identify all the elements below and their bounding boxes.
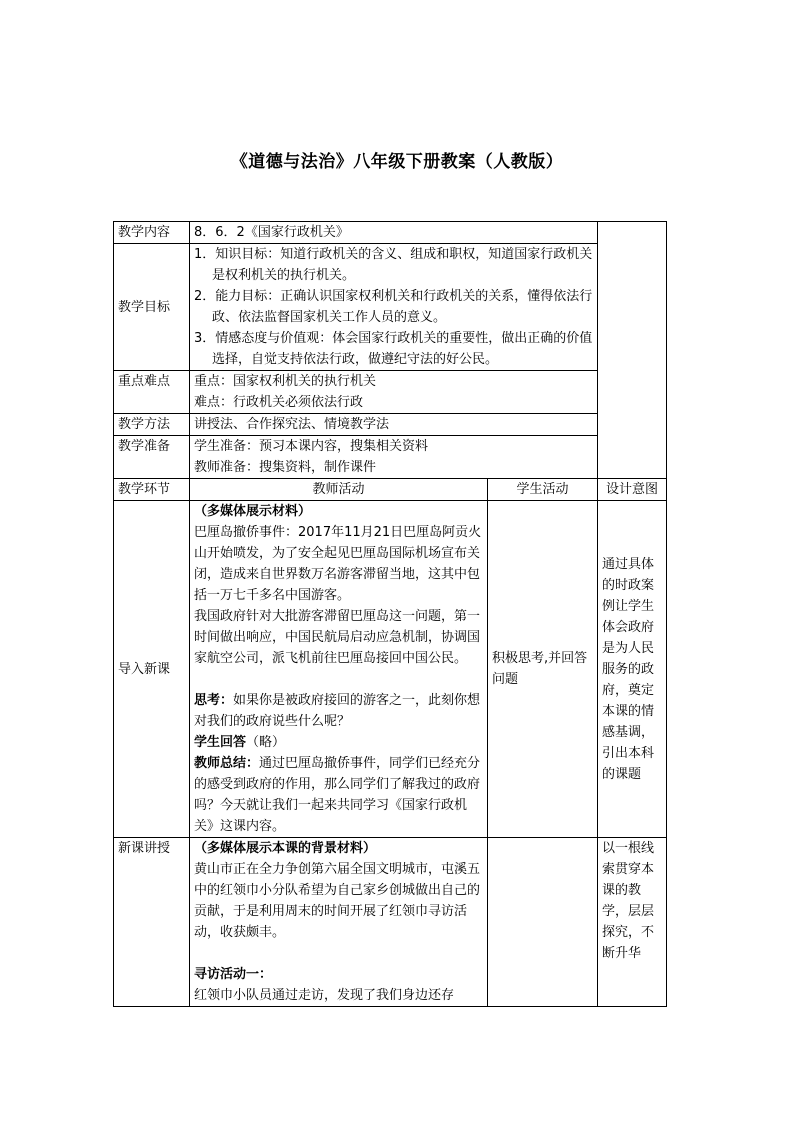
row-intro	[114, 501, 667, 838]
value-content: 8．6．2《国家行政机关》	[190, 222, 598, 244]
new-lesson-material-title: （多媒体展示本课的背景材料）	[194, 841, 377, 856]
teacher-prep-line: 教师准备：搜集资料，制作课件	[194, 460, 377, 475]
new-lesson-teacher-activity	[190, 838, 488, 1007]
new-lesson-stage: 新课讲授	[114, 838, 190, 1007]
value-goals	[190, 244, 598, 371]
intro-stage: 导入新课	[114, 501, 190, 838]
label-methods: 教学方法	[114, 414, 190, 436]
summary-text: 通过巴厘岛撤侨事件，同学们已经充分的感受到政府的作用，那么同学们了解我过的政府吗？今天就让我们一起来共同学习《国家行政机关》这课内容。	[194, 756, 481, 834]
spacer	[194, 943, 483, 964]
new-lesson-student-activity	[488, 838, 598, 1007]
intro-teacher-activity	[190, 501, 488, 838]
value-key-points	[190, 371, 598, 414]
header-stage: 教学环节	[114, 479, 190, 501]
empty-side-cell	[598, 222, 667, 479]
label-content: 教学内容	[114, 222, 190, 244]
answer-label: 学生回答	[194, 735, 247, 750]
row-content	[114, 222, 667, 244]
answer-text: （略）	[246, 735, 286, 750]
student-prep-line: 学生准备：预习本课内容，搜集相关资料	[194, 439, 429, 454]
intro-paragraph: 巴厘岛撤侨事件：2017年11月21日巴厘岛阿贡火山开始喷发，为了安全起见巴厘岛国际机场宣布关闭，造成来自世界数万名游客滞留当地，这其中包括一万七千多名中国游客。	[194, 525, 482, 603]
intro-paragraph: 我国政府针对大批游客滞留巴厘岛这一问题，第一时间做出响应，中国民航局启动应急机制，协调国家航空公司，派飞机前往巴厘岛接回中国公民。	[194, 609, 481, 666]
difficult-point-line: 难点：行政机关必须依法行政	[194, 395, 364, 410]
spacer	[194, 669, 483, 690]
row-prep	[114, 436, 667, 479]
intro-answer	[194, 732, 483, 753]
header-design: 设计意图	[598, 479, 667, 501]
header-row	[114, 479, 667, 501]
new-lesson-design-intent: 以一根线索贯穿本课的教学，层层探究，不断升华	[598, 838, 667, 1007]
summary-label: 教师总结：	[194, 756, 260, 771]
row-new-lesson	[114, 838, 667, 1007]
intro-design-intent: 通过具体的时政案例让学生体会政府是为人民服务的政府，奠定本课的情感基调，引出本科的课题	[598, 501, 667, 838]
intro-summary	[194, 753, 483, 837]
think-label: 思考：	[194, 693, 234, 708]
new-lesson-paragraph: 红领巾小队员通过走访，发现了我们身边还存	[194, 988, 455, 1003]
visit-activity-title: 寻访活动一：	[194, 967, 273, 982]
page-title: 《道德与法治》八年级下册教案（人教版）	[230, 152, 564, 172]
lesson-plan-table	[113, 221, 667, 1007]
value-prep	[190, 436, 598, 479]
label-goals: 教学目标	[114, 244, 190, 371]
intro-think	[194, 690, 483, 732]
intro-student-activity: 积极思考,并回答问题	[488, 501, 598, 838]
value-methods: 讲授法、合作探究法、情境教学法	[190, 414, 598, 436]
header-teacher: 教师活动	[190, 479, 488, 501]
row-goals	[114, 244, 667, 371]
row-key-points	[114, 371, 667, 414]
intro-material-title: （多媒体展示材料）	[194, 504, 312, 519]
label-prep: 教学准备	[114, 436, 190, 479]
key-point-line: 重点：国家权利机关的执行机关	[194, 374, 377, 389]
think-text: 如果你是被政府接回的游客之一，此刻你想对我们的政府说些什么呢？	[194, 693, 481, 729]
label-key-points: 重点难点	[114, 371, 190, 414]
new-lesson-paragraph: 黄山市正在全力争创第六届全国文明城市，屯溪五中的红领巾小分队希望为自己家乡创城做出自己的贡献，于是利用周末的时间开展了红领巾寻访活动，收获颇丰。	[194, 862, 481, 940]
goal-item: 3．情感态度与价值观：体会国家行政机关的重要性，做出正确的价值选择，自觉支持依法行政，做遵纪守法的好公民。	[194, 331, 593, 367]
header-student: 学生活动	[488, 479, 598, 501]
goal-item: 1．知识目标：知道行政机关的含义、组成和职权，知道国家行政机关是权利机关的执行机关。	[194, 247, 593, 283]
row-methods	[114, 414, 667, 436]
goal-item: 2．能力目标：正确认识国家权利机关和行政机关的关系，懂得依法行政、依法监督国家机关工作人员的意义。	[194, 289, 593, 325]
